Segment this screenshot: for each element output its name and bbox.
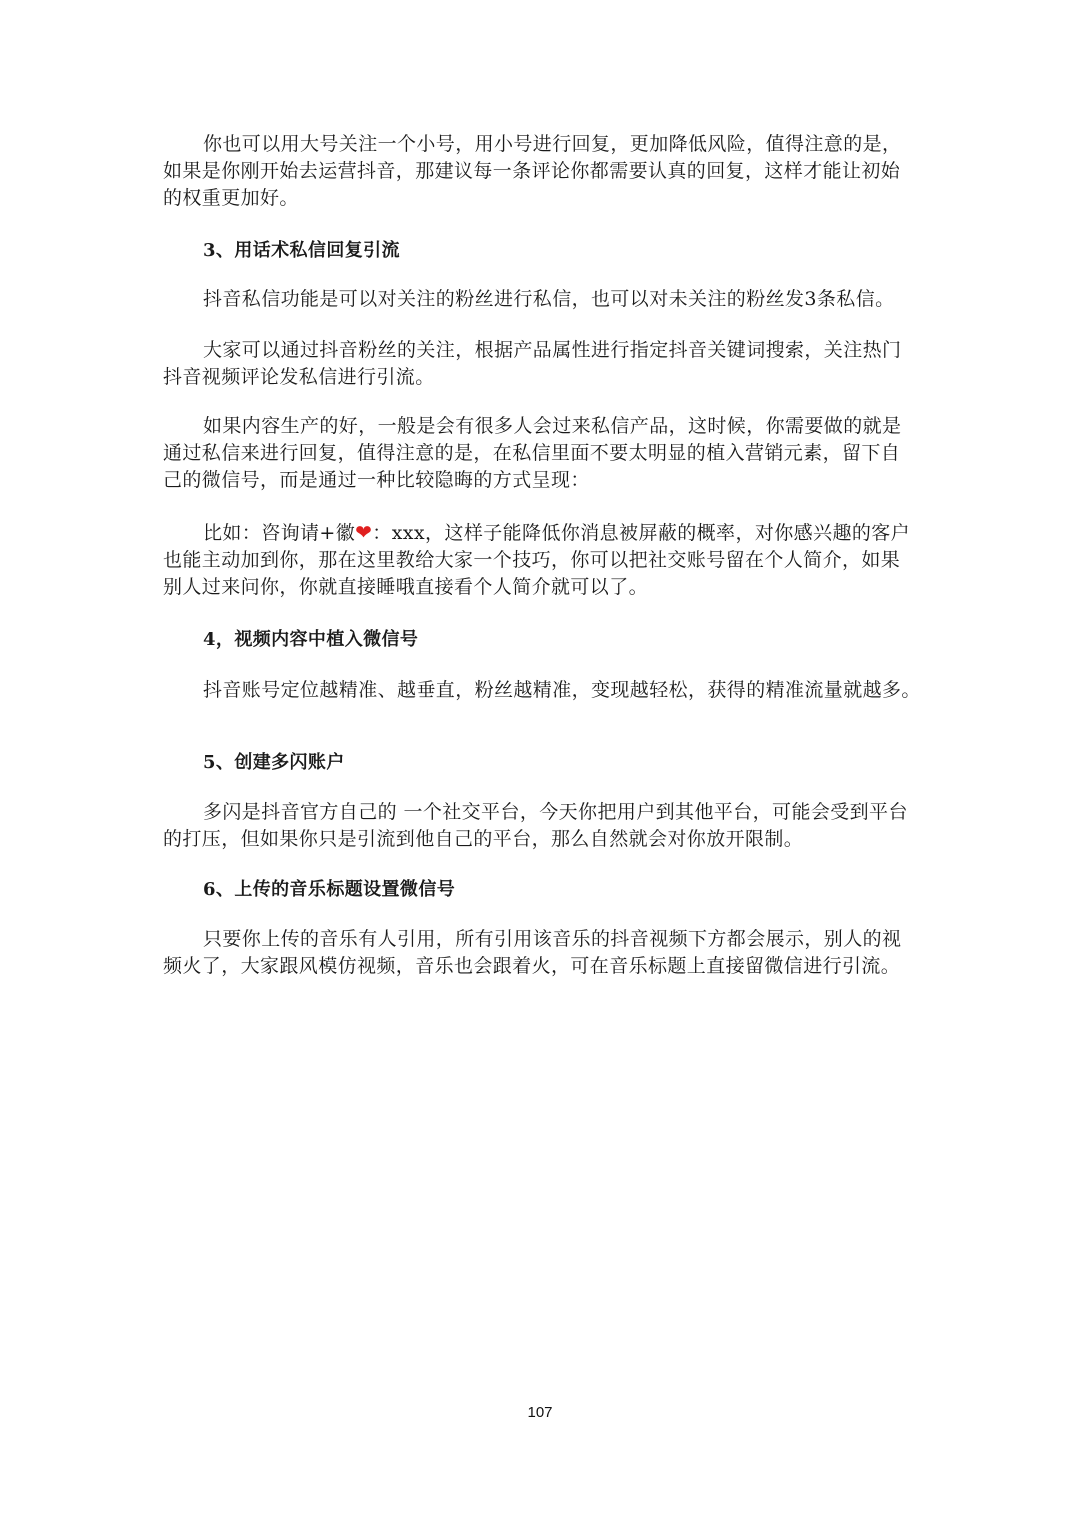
text-line (163, 520, 923, 547)
heart-icon: ❤ (355, 520, 373, 544)
paragraph-music-title (163, 926, 923, 980)
text-line: 如果内容生产的好，一般是会有很多人会过来私信产品，这时候，你需要做的就是 (203, 415, 902, 437)
paragraph-content-reply (163, 413, 923, 494)
section-heading-4: 4，视频内容中植入微信号 (203, 629, 419, 650)
text-line: 抖音账号定位越精准、越垂直，粉丝越精准，变现越轻松，获得的精准流量就越多。 (203, 679, 921, 701)
paragraph-account-positioning (163, 677, 923, 704)
text-line: 也能主动加到你，那在这里教给大家一个技巧，你可以把社交账号留在个人简介，如果 (163, 549, 901, 571)
section-heading-3: 3、用话术私信回复引流 (203, 240, 400, 261)
text-line: 频火了，大家跟风模仿视频，音乐也会跟着火，可在音乐标题上直接留微信进行引流。 (163, 955, 901, 977)
paragraph-example (163, 520, 923, 601)
text-line: 如果是你刚开始去运营抖音，那建议每一条评论你都需要认真的回复，这样才能让初始 (163, 160, 901, 182)
text-line: 己的微信号，而是通过一种比较隐晦的方式呈现： (163, 469, 590, 491)
text-line: 别人过来问你，你就直接睡哦直接看个人简介就可以了。 (163, 576, 649, 598)
text-line: 多闪是抖音官方自己的 一个社交平台，今天你把用户到其他平台，可能会受到平台 (203, 801, 908, 823)
text-line: 抖音私信功能是可以对关注的粉丝进行私信，也可以对未关注的粉丝发3条私信。 (203, 288, 895, 310)
section-heading-6: 6、上传的音乐标题设置微信号 (203, 879, 456, 900)
example-prefix: 比如：咨询请+徽 (203, 522, 356, 544)
text-line: 抖音视频评论发私信进行引流。 (163, 366, 435, 388)
text-line: 大家可以通过抖音粉丝的关注，根据产品属性进行指定抖音关键词搜索，关注热门 (203, 339, 902, 361)
text-line: 只要你上传的音乐有人引用，所有引用该音乐的抖音视频下方都会展示，别人的视 (203, 928, 902, 950)
text-line: 通过私信来进行回复，值得注意的是，在私信里面不要太明显的植入营销元素，留下自 (163, 442, 901, 464)
paragraph-reply-tips (163, 131, 923, 212)
paragraph-private-message-feature (163, 286, 923, 313)
text-line: 你也可以用大号关注一个小号，用小号进行回复，更加降低风险，值得注意的是， (203, 133, 902, 155)
paragraph-keyword-search (163, 337, 923, 391)
paragraph-duoshan (163, 799, 923, 853)
text-line: 的打压，但如果你只是引流到他自己的平台，那么自然就会对你放开限制。 (163, 828, 804, 850)
example-suffix: ：xxx，这样子能降低你消息被屏蔽的概率，对你感兴趣的客户 (372, 522, 911, 544)
text-line: 的权重更加好。 (163, 187, 299, 209)
page-number: 107 (527, 1404, 553, 1421)
section-heading-5: 5、创建多闪账户 (203, 752, 345, 773)
